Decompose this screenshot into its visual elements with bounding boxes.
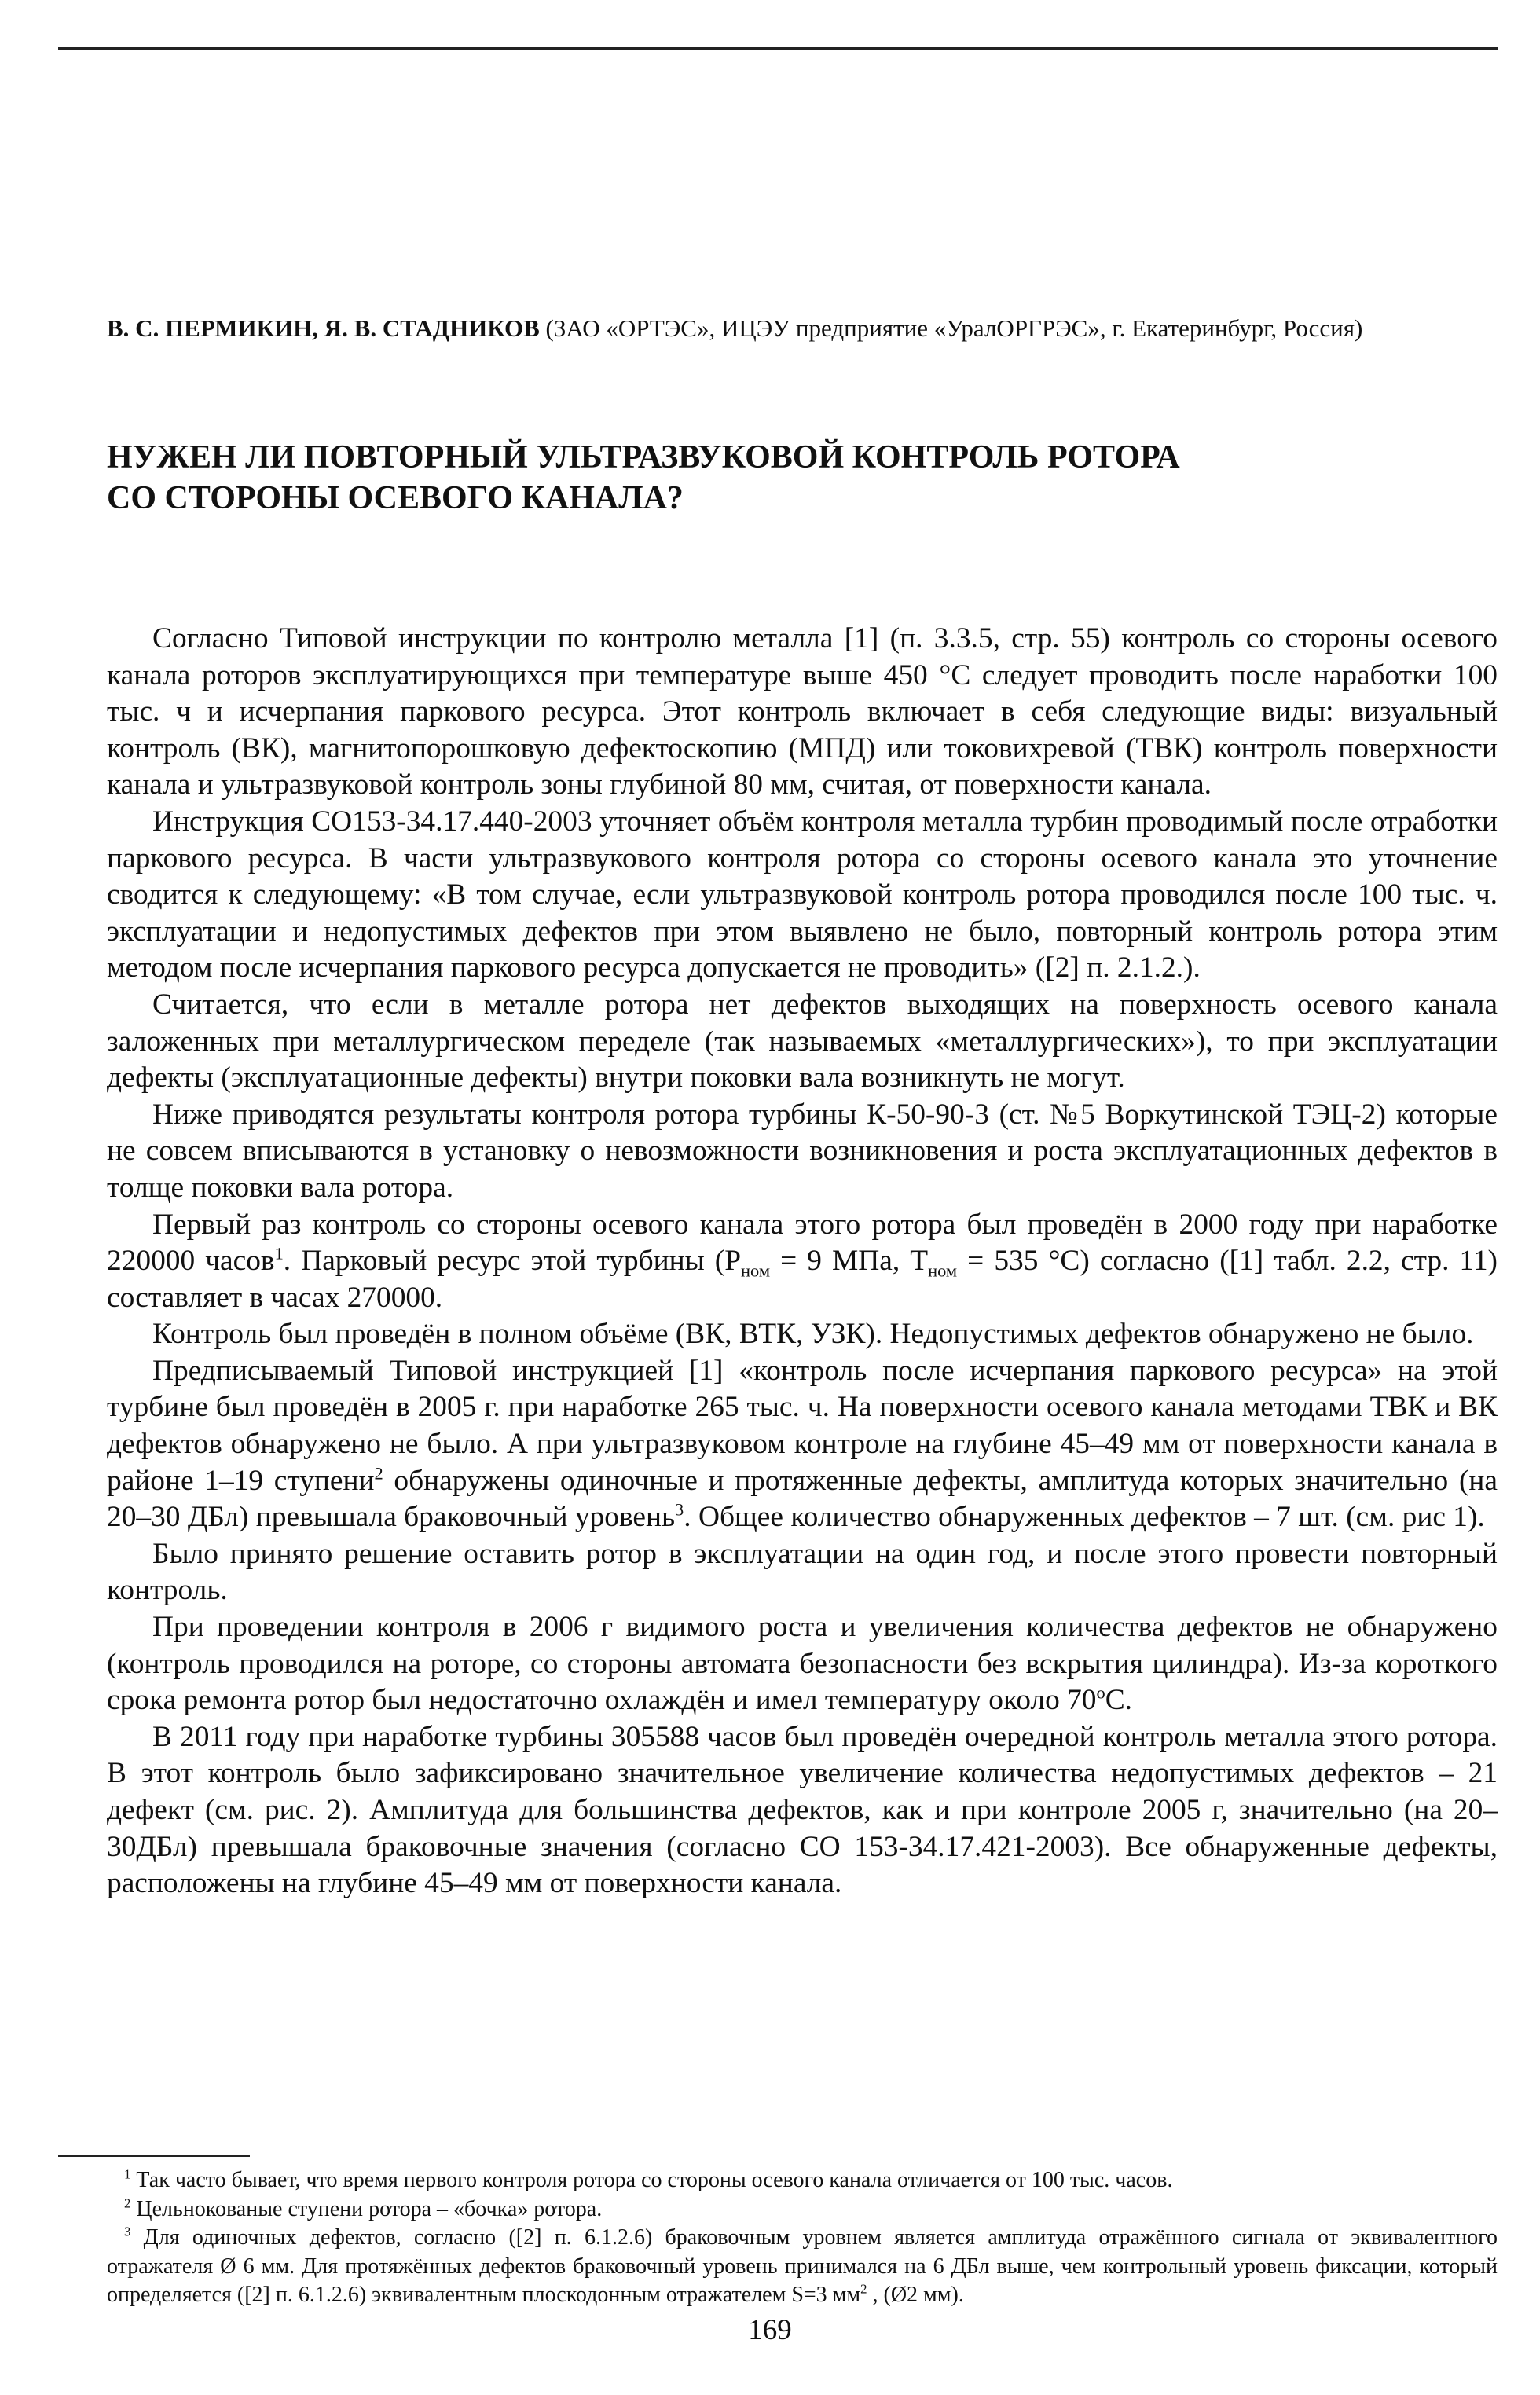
p5-text-c: = 9 МПа, Т — [770, 1245, 929, 1278]
footnote-3-mark: 3 — [124, 2224, 131, 2239]
paragraph-10: В 2011 году при наработке турбины 305588 часов был проведён очередной контроль металла этого ротора. В этот контроль было зафиксировано значительное увеличение количества недопустимых дефектов – 21 дефект (см. рис. 2). Амплитуда для большинства дефектов, как и при контроле 2005 г, значительно (на 20–30ДБл) превышала браковочные значения (согласно СО 153-34.17.421-2003). Все обнаруженные дефекты, расположены на глубине 45–49 мм от поверхности канала. — [107, 1720, 1498, 1900]
p9-text-b: С. — [1105, 1684, 1133, 1717]
paragraph-6: Контроль был проведён в полном объёме (ВК, ВТК, УЗК). Недопустимых дефектов обнаружено не было. — [152, 1318, 1474, 1351]
subscript-nom: ном — [741, 1260, 771, 1281]
paragraph-2: Инструкция СО153-34.17.440-2003 уточняет объём контроля металла турбин проводимый после отработки паркового ресурса. В части ультразвукового контроля ротора со стороны осевого канала это уточнение сводится к следующему: «В том случае, если ультразвуковой контроль ротора проводился после 100 тыс. ч. эксплуатации и недопустимых дефектов при этом выявлено не было, повторный контроль ротора этим методом после исчерпания паркового ресурса допускается не проводить» ([2] п. 2.1.2.). — [107, 805, 1498, 985]
footnote-3-text-a: Для одиночных дефектов, согласно ([2] п. 6.1.2.6) браковочным уровнем является амплитуда отражённого сигнала от эквивалентного отражателя Ø 6 мм. Для протяжённых дефектов браковочный уровень принимался на 6 ДБл выше, чем контрольный уровень фиксации, который определяется ([2] п. 6.1.2.6) эквивалентным плоскодонным отражателем S=3 мм — [107, 2225, 1498, 2307]
p7-text-c: . Общее количество обнаруженных дефектов – 7 шт. (см. рис 1). — [684, 1501, 1485, 1534]
p5-text-a: Первый раз контроль со стороны осевого канала этого ротора был проведён в 2000 году при наработке 220000 часов — [107, 1208, 1498, 1278]
footnotes — [107, 2166, 1498, 2310]
title-line-2: СО СТОРОНЫ ОСЕВОГО КАНАЛА? — [107, 480, 684, 516]
footnote-1-mark: 1 — [124, 2166, 131, 2182]
footnote-ref-3: 3 — [675, 1499, 684, 1520]
paper-title — [107, 437, 1443, 519]
p5-text-d: = 535 °С) согласно ([1] табл. 2.2, стр. 11) составляет в часах 270000. — [107, 1245, 1498, 1314]
footnote-1 — [107, 2166, 1498, 2195]
footnote-3-text-b: , (Ø2 мм). — [867, 2283, 964, 2307]
paragraph-3: Считается, что если в металле ротора нет дефектов выходящих на поверхность осевого канала заложенных при металлургическом переделе (так называемых «металлургических»), то при эксплуатации дефекты (эксплуатационные дефекты) внутри поковки вала возникнуть не могут. — [107, 988, 1498, 1095]
footnote-2 — [107, 2195, 1498, 2224]
footnote-3 — [107, 2224, 1498, 2310]
degree-mark: о — [1096, 1682, 1106, 1703]
footnote-3-sup: 2 — [860, 2281, 867, 2297]
title-line-1: НУЖЕН ЛИ ПОВТОРНЫЙ УЛЬТРАЗВУКОВОЙ КОНТРОЛЬ РОТОРА — [107, 439, 1180, 475]
affiliation: (ЗАО «ОРТЭС», ИЦЭУ предприятие «УралОРГРЭС», г. Екатеринбург, Россия) — [539, 314, 1363, 342]
authors-line — [107, 313, 1498, 344]
footnote-ref-1: 1 — [274, 1243, 284, 1264]
p7-text-b: обнаружены одиночные и протяженные дефекты, амплитуда которых значительно (на 20–30 ДБл) превышала браковочный уровень — [107, 1464, 1498, 1534]
footnote-ref-2: 2 — [374, 1463, 383, 1484]
body-text — [107, 621, 1498, 1902]
p5-text-b: . Парковый ресурс этой турбины (Р — [283, 1245, 742, 1278]
paragraph-7 — [107, 1353, 1498, 1536]
footnote-2-mark: 2 — [124, 2195, 131, 2211]
footnote-separator — [58, 2155, 250, 2157]
author-names: В. С. ПЕРМИКИН, Я. В. СТАДНИКОВ — [107, 314, 540, 342]
subscript-nom-2: ном — [928, 1260, 958, 1281]
paragraph-1: Согласно Типовой инструкции по контролю металла [1] (п. 3.3.5, стр. 55) контроль со стороны осевого канала роторов эксплуатирующихся при температуре выше 450 °С следует проводить после наработки 100 тыс. ч и исчерпания паркового ресурса. Этот контроль включает в себя следующие виды: визуальный контроль (ВК), магнитопорошковую дефектоскопию (МПД) или токовихревой (ТВК) контроль поверхности канала и ультразвуковой контроль зоны глубиной 80 мм, считая, от поверхности канала. — [107, 622, 1498, 801]
p7-text-a: Предписываемый Типовой инструкцией [1] «контроль после исчерпания паркового ресурса» на этой турбине был проведён в 2005 г. при наработке 265 тыс. ч. На поверхности осевого канала методами ТВК и ВК дефектов обнаружено не было. А при ультразвуковом контроле на глубине 45–49 мм от поверхности канала в районе 1–19 ступени — [107, 1354, 1498, 1497]
paragraph-9 — [107, 1609, 1498, 1719]
top-rule — [58, 47, 1498, 50]
paragraph-8: Было принято решение оставить ротор в эксплуатации на один год, и после этого провести повторный контроль. — [107, 1537, 1498, 1607]
page-number: 169 — [748, 2314, 792, 2346]
p9-text-a: При проведении контроля в 2006 г видимого роста и увеличения количества дефектов не обнаружено (контроль проводился на роторе, со стороны автомата безопасности без вскрытия цилиндра). Из-за короткого срока ремонта ротор был недостаточно охлаждён и имел температуру около 70 — [107, 1611, 1498, 1717]
paragraph-5 — [107, 1207, 1498, 1317]
footnote-1-text: Так часто бывает, что время первого контроля ротора со стороны осевого канала отличается от 100 тыс. часов. — [130, 2168, 1173, 2192]
footnote-2-text: Цельнокованые ступени ротора – «бочка» ротора. — [130, 2196, 603, 2221]
paragraph-4: Ниже приводятся результаты контроля ротора турбины К-50-90-3 (ст. №5 Воркутинской ТЭЦ-2) которые не совсем вписываются в установку о невозможности возникновения и роста эксплуатационных дефектов в толще поковки вала ротора. — [107, 1098, 1498, 1204]
